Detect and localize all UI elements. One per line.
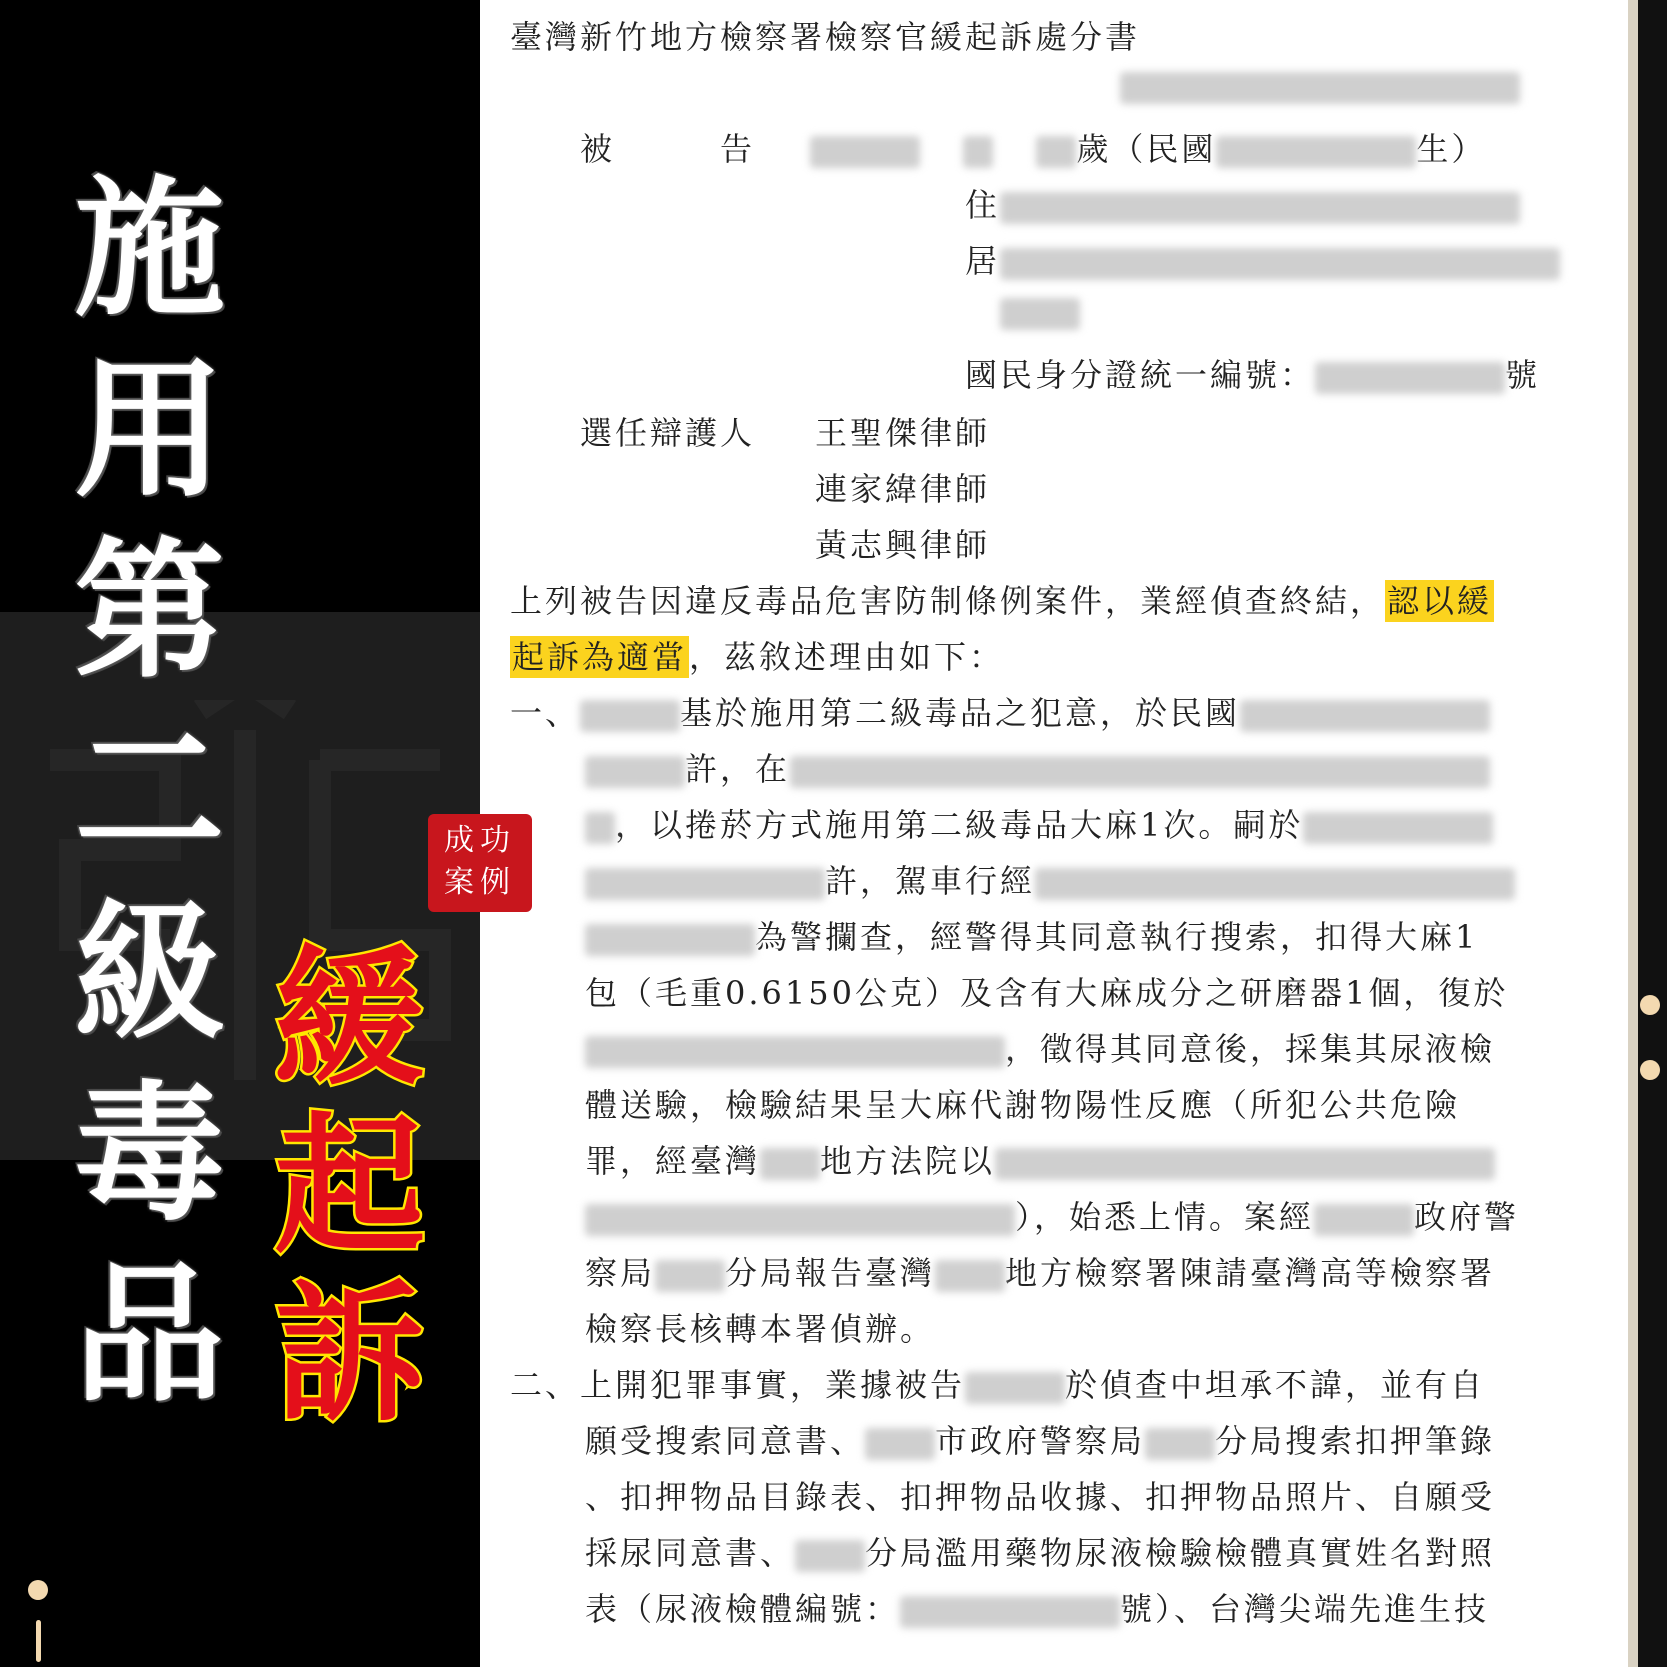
residence-label: 居 bbox=[965, 242, 1001, 280]
stamp-line: 案例 bbox=[444, 865, 516, 900]
redacted-name bbox=[580, 700, 680, 732]
section-text: ），始悉上情。案經 bbox=[1015, 1198, 1315, 1236]
redacted-branch bbox=[1145, 1428, 1215, 1460]
redacted-city bbox=[1314, 1204, 1414, 1236]
section-number: 一、 bbox=[510, 694, 581, 732]
redacted-branch bbox=[795, 1540, 865, 1572]
section-text: 上開犯罪事實，業據被告 bbox=[580, 1366, 966, 1404]
born-text: 生） bbox=[1416, 130, 1487, 168]
lawyer-name: 黃志興律師 bbox=[815, 526, 991, 564]
intro-text: ，茲敘述理由如下： bbox=[689, 638, 1005, 676]
age-text: 歲（民國 bbox=[1076, 130, 1217, 168]
decor-tick bbox=[36, 1620, 41, 1662]
intro-text: 上列被告因違反毒品危害防制條例案件，業經偵查終結， bbox=[510, 582, 1386, 620]
redacted-time bbox=[585, 868, 825, 900]
redacted-residence bbox=[1000, 248, 1560, 280]
section-text: 分局濫用藥物尿液檢驗檢體真實姓名對照 bbox=[865, 1534, 1496, 1572]
section-text: 地方檢察署陳請臺灣高等檢察署 bbox=[1005, 1254, 1496, 1292]
section-text: ，徵得其同意後，採集其尿液檢 bbox=[1005, 1030, 1496, 1068]
redacted-location bbox=[790, 756, 1490, 788]
section-text: 分局報告臺灣 bbox=[725, 1254, 936, 1292]
headline-char: 第 bbox=[74, 525, 225, 699]
document-title: 臺灣新竹地方檢察署檢察官緩起訴處分書 bbox=[510, 18, 1141, 56]
redacted-age bbox=[1036, 136, 1076, 168]
address-label: 住 bbox=[965, 186, 1001, 224]
section-text: 願受搜索同意書、 bbox=[585, 1422, 866, 1460]
redacted-birthdate bbox=[1216, 136, 1416, 168]
redacted-city bbox=[935, 1260, 1005, 1292]
section-text: 、扣押物品目錄表、扣押物品收據、扣押物品照片、自願受 bbox=[585, 1478, 1496, 1516]
section-text: 包（毛重0.6150公克）及含有大麻成分之研磨器1個，復於 bbox=[585, 974, 1509, 1012]
headline-char: 級 bbox=[74, 887, 225, 1061]
section-text: 基於施用第二級毒品之犯意，於民國 bbox=[680, 694, 1241, 732]
section-text: 分局搜索扣押筆錄 bbox=[1215, 1422, 1496, 1460]
highlighted-phrase: 起訴為適當 bbox=[512, 638, 688, 676]
redacted-sample-number bbox=[900, 1596, 1120, 1628]
redacted-case-ref bbox=[995, 1148, 1495, 1180]
accent-char: 起 bbox=[274, 1100, 425, 1274]
section-text: 體送驗，檢驗結果呈大麻代謝物陽性反應（所犯公共危險 bbox=[585, 1086, 1461, 1124]
section-text: 於偵查中坦承不諱，並有自 bbox=[1065, 1366, 1486, 1404]
redacted-city bbox=[865, 1428, 935, 1460]
section-number: 二、 bbox=[510, 1366, 581, 1404]
redacted-case-ref bbox=[585, 1204, 1015, 1236]
headline-char: 用 bbox=[74, 344, 225, 518]
headline-char: 品 bbox=[74, 1249, 225, 1423]
section-text: 許，在 bbox=[685, 750, 791, 788]
redacted-date bbox=[1240, 700, 1490, 732]
redacted-case-number bbox=[1120, 72, 1520, 104]
redacted-time bbox=[585, 756, 685, 788]
section-text: 政府警 bbox=[1414, 1198, 1520, 1236]
section-text: 罪，經臺灣 bbox=[585, 1142, 761, 1180]
section-text: 檢察長核轉本署偵辦。 bbox=[585, 1310, 936, 1348]
headline-char: 二 bbox=[74, 706, 225, 880]
page-edge-paper bbox=[1628, 0, 1638, 1667]
section-text: 地方法院以 bbox=[820, 1142, 996, 1180]
redacted-branch bbox=[655, 1260, 725, 1292]
highlighted-phrase: 認以緩 bbox=[1387, 582, 1493, 620]
section-text: 為警攔查，經警得其同意執行搜索，扣得大麻1 bbox=[755, 918, 1479, 956]
decor-dot bbox=[1640, 1060, 1660, 1080]
accent-char: 緩 bbox=[274, 932, 425, 1106]
id-suffix: 號 bbox=[1505, 356, 1541, 394]
section-text: 表（尿液檢體編號： bbox=[585, 1590, 901, 1628]
redacted-location bbox=[585, 924, 755, 956]
id-label: 國民身分證統一編號： bbox=[965, 356, 1316, 394]
redacted-location bbox=[585, 812, 615, 844]
redacted-date bbox=[1303, 812, 1493, 844]
headline-char: 毒 bbox=[74, 1068, 225, 1242]
redacted-id-number bbox=[1315, 362, 1505, 394]
redacted-datetime bbox=[585, 1036, 1005, 1068]
redacted-gender bbox=[963, 136, 993, 168]
headline-char: 施 bbox=[74, 163, 225, 337]
redacted-address bbox=[1000, 192, 1520, 224]
lawyer-name: 連家緯律師 bbox=[815, 470, 991, 508]
decor-dot bbox=[1640, 995, 1660, 1015]
accent-char: 訴 bbox=[274, 1268, 425, 1442]
redacted-name bbox=[965, 1372, 1065, 1404]
redacted-residence-cont bbox=[1000, 298, 1080, 330]
accent-title bbox=[262, 932, 437, 1442]
section-text: 號）、台灣尖端先進生技 bbox=[1120, 1590, 1490, 1628]
section-text: 採尿同意書、 bbox=[585, 1534, 796, 1572]
document-page bbox=[480, 0, 1628, 1667]
section-text: 察局 bbox=[585, 1254, 656, 1292]
redacted-location bbox=[1035, 868, 1515, 900]
redacted-court bbox=[760, 1148, 820, 1180]
left-banner bbox=[0, 0, 480, 1667]
section-text: 許，駕車行經 bbox=[825, 862, 1036, 900]
defendant-label: 被 告 bbox=[580, 130, 756, 168]
headline-title bbox=[62, 160, 237, 1427]
lawyer-label: 選任辯護人 bbox=[580, 414, 756, 452]
section-text: ，以捲菸方式施用第二級毒品大麻1次。嗣於 bbox=[615, 806, 1304, 844]
section-text: 市政府警察局 bbox=[935, 1422, 1146, 1460]
lawyer-name: 王聖傑律師 bbox=[815, 414, 991, 452]
redacted-name bbox=[810, 136, 920, 168]
success-case-stamp bbox=[428, 814, 532, 912]
decor-dot bbox=[28, 1580, 48, 1600]
stamp-line: 成功 bbox=[444, 823, 516, 858]
